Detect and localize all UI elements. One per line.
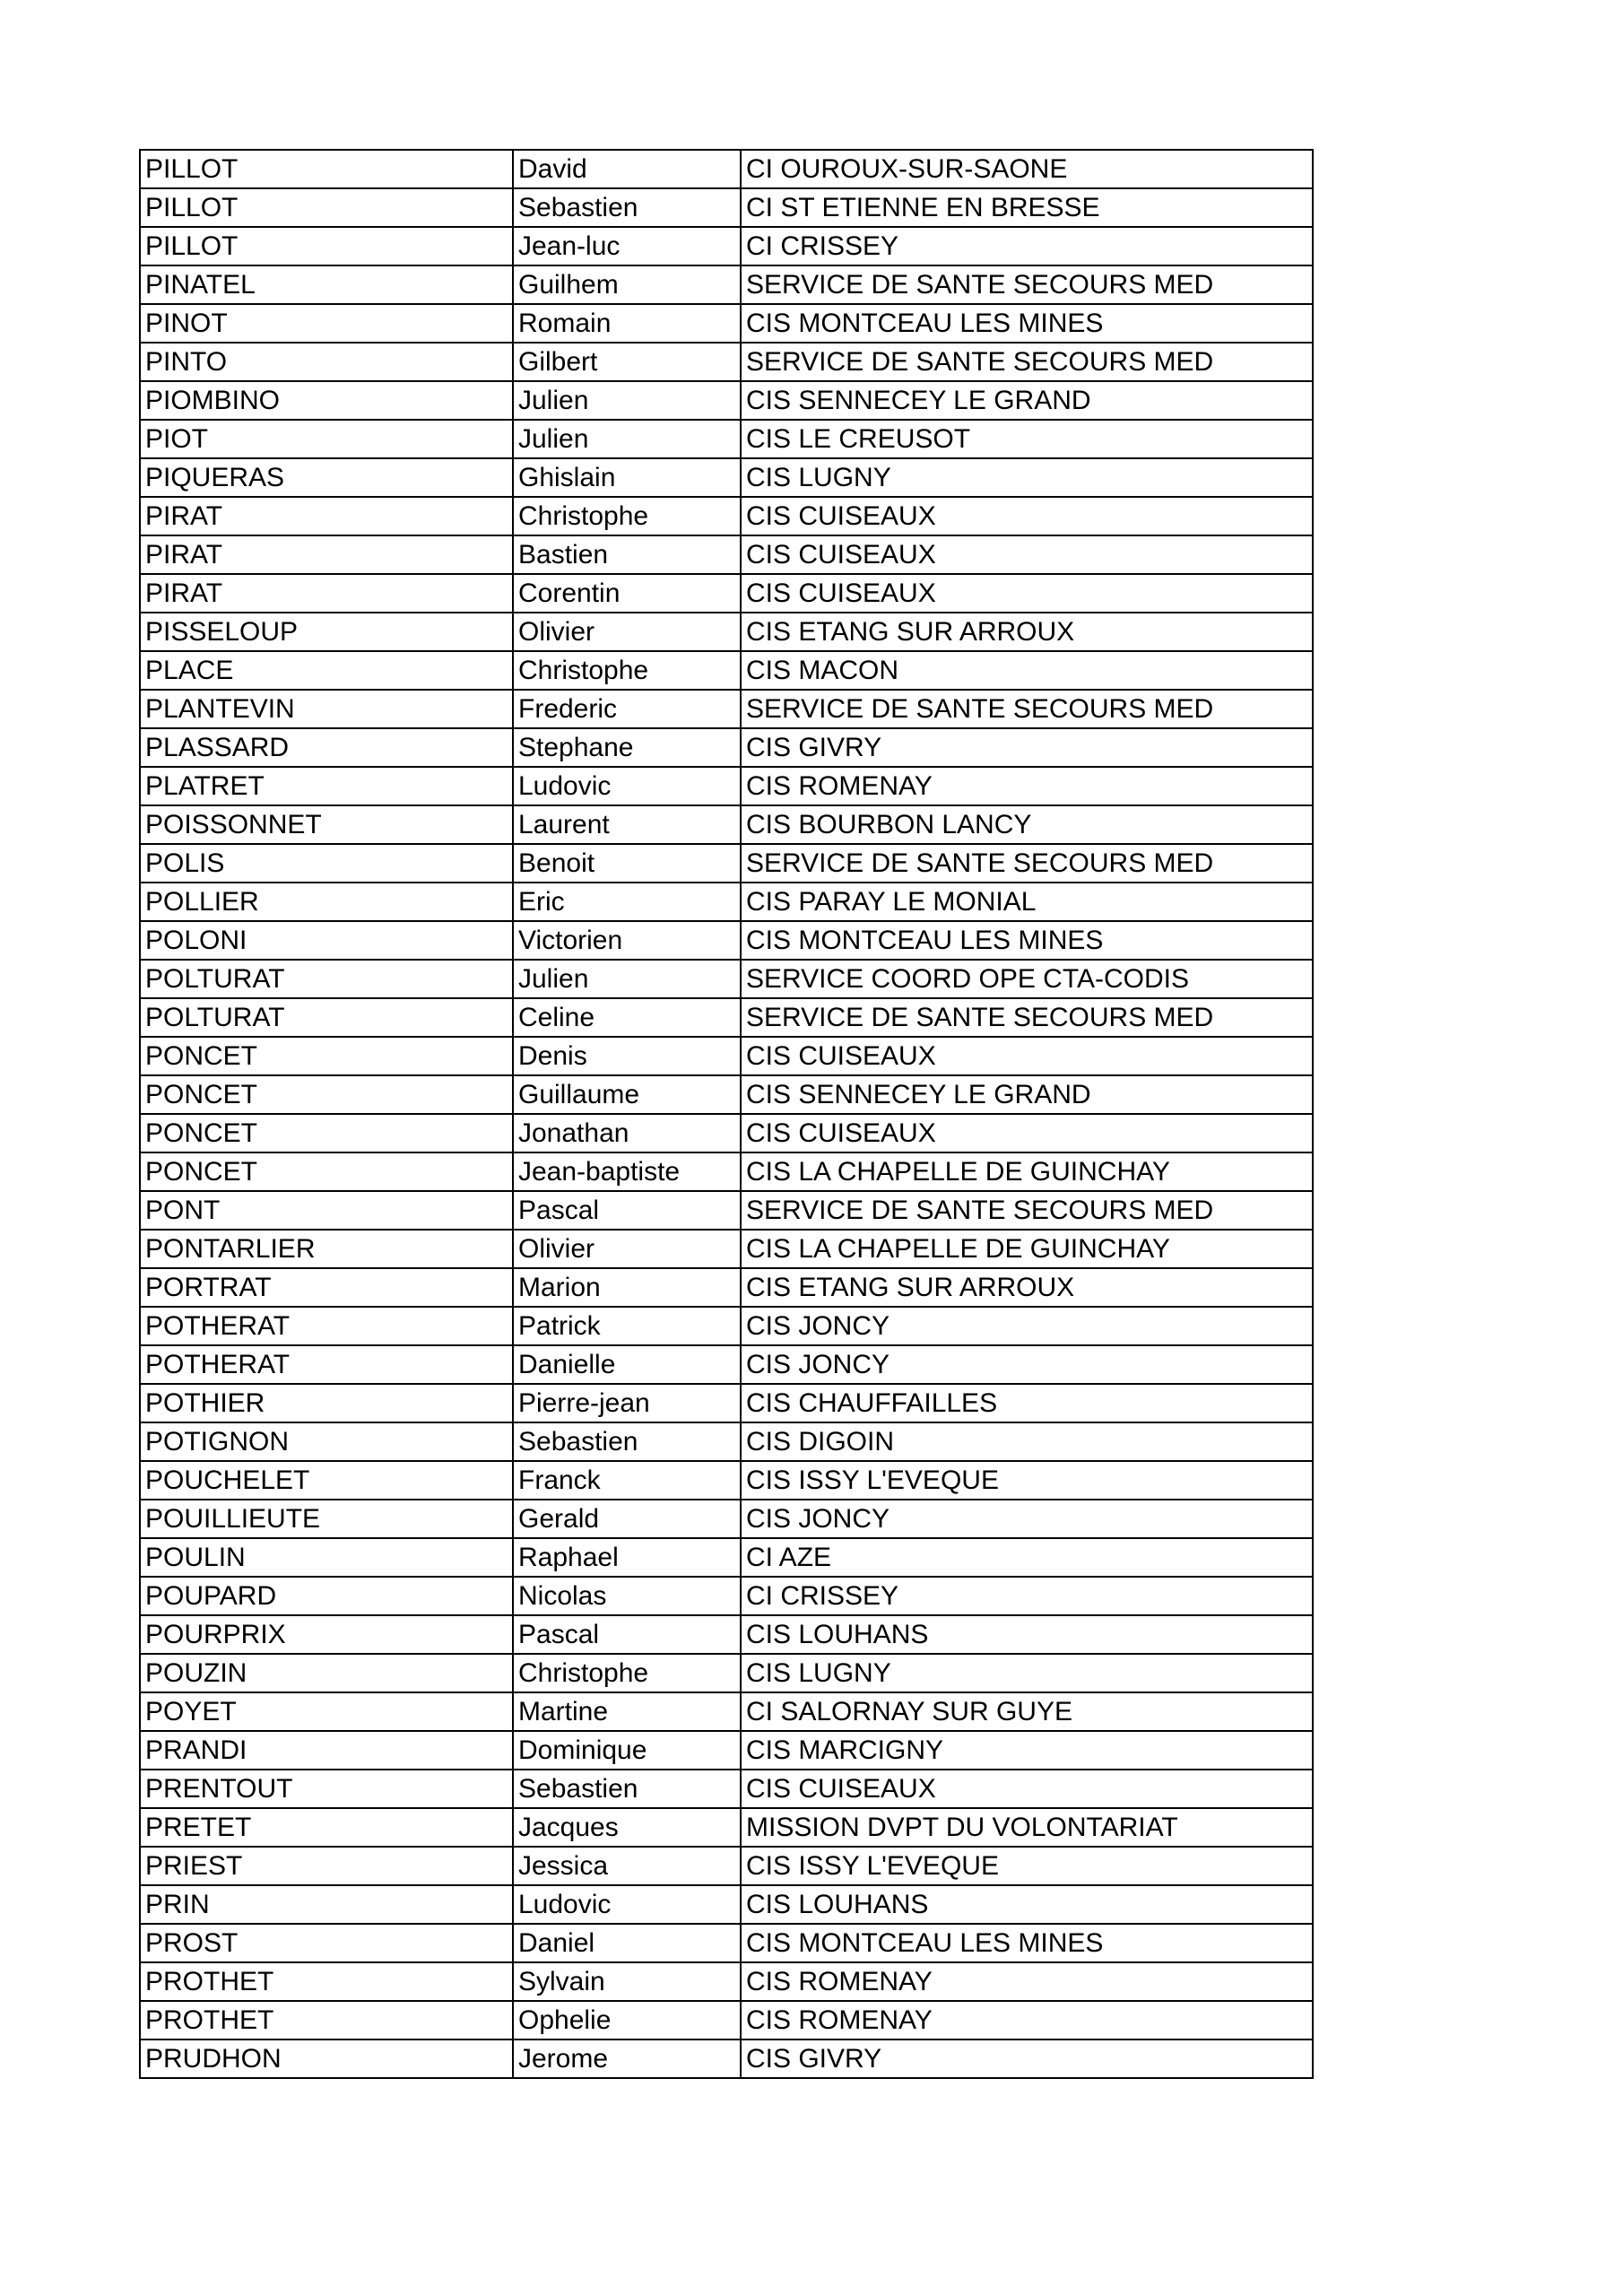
last-name-cell: PIRAT [140,574,513,613]
unit-cell: CIS ROMENAY [741,1962,1313,2001]
first-name-cell: Eric [513,883,741,921]
table-row [140,1500,1313,1538]
first-name-cell: Laurent [513,805,741,844]
unit-cell: CIS LA CHAPELLE DE GUINCHAY [741,1230,1313,1268]
last-name-cell: POLLIER [140,883,513,921]
last-name-cell: POLIS [140,844,513,883]
last-name-cell: PIOMBINO [140,381,513,420]
first-name-cell: Sylvain [513,1962,741,2001]
table-row [140,1191,1313,1230]
last-name-cell: PIQUERAS [140,458,513,497]
last-name-cell: POTHERAT [140,1307,513,1345]
unit-cell: CIS GIVRY [741,728,1313,767]
first-name-cell: Jessica [513,1847,741,1885]
unit-cell: CIS ISSY L'EVEQUE [741,1847,1313,1885]
last-name-cell: POYET [140,1692,513,1731]
table-row [140,343,1313,381]
table-row [140,1345,1313,1384]
table-row [140,1268,1313,1307]
unit-cell: CI AZE [741,1538,1313,1577]
unit-cell: CIS LUGNY [741,1654,1313,1692]
first-name-cell: Jean-luc [513,227,741,265]
last-name-cell: POUZIN [140,1654,513,1692]
last-name-cell: POULIN [140,1538,513,1577]
last-name-cell: PISSELOUP [140,613,513,651]
first-name-cell: Pierre-jean [513,1384,741,1422]
first-name-cell: Celine [513,998,741,1037]
last-name-cell: POLTURAT [140,960,513,998]
first-name-cell: Danielle [513,1345,741,1384]
first-name-cell: Corentin [513,574,741,613]
table-row [140,1384,1313,1422]
first-name-cell: Gerald [513,1500,741,1538]
first-name-cell: Julien [513,420,741,458]
first-name-cell: Ludovic [513,1885,741,1924]
table-row [140,1692,1313,1731]
last-name-cell: PINATEL [140,265,513,304]
personnel-table-body [140,150,1313,2078]
unit-cell: CIS MONTCEAU LES MINES [741,304,1313,343]
first-name-cell: Olivier [513,613,741,651]
unit-cell: CI SALORNAY SUR GUYE [741,1692,1313,1731]
unit-cell: CIS CUISEAUX [741,574,1313,613]
last-name-cell: PORTRAT [140,1268,513,1307]
table-row [140,2039,1313,2078]
table-row [140,1538,1313,1577]
last-name-cell: PONCET [140,1114,513,1152]
table-row [140,1577,1313,1615]
unit-cell: CIS JONCY [741,1500,1313,1538]
first-name-cell: Pascal [513,1191,741,1230]
first-name-cell: Franck [513,1461,741,1500]
table-row [140,381,1313,420]
last-name-cell: PRIN [140,1885,513,1924]
last-name-cell: PIOT [140,420,513,458]
first-name-cell: Sebastien [513,1422,741,1461]
table-row [140,1654,1313,1692]
unit-cell: SERVICE DE SANTE SECOURS MED [741,998,1313,1037]
unit-cell: CIS CUISEAUX [741,1037,1313,1075]
table-row [140,1307,1313,1345]
unit-cell: CIS ROMENAY [741,2001,1313,2039]
last-name-cell: PONTARLIER [140,1230,513,1268]
unit-cell: SERVICE DE SANTE SECOURS MED [741,690,1313,728]
first-name-cell: David [513,150,741,188]
first-name-cell: Pascal [513,1615,741,1654]
last-name-cell: PILLOT [140,227,513,265]
first-name-cell: Guillaume [513,1075,741,1114]
last-name-cell: PLATRET [140,767,513,805]
unit-cell: CIS MONTCEAU LES MINES [741,921,1313,960]
unit-cell: CIS LE CREUSOT [741,420,1313,458]
table-row [140,227,1313,265]
first-name-cell: Stephane [513,728,741,767]
first-name-cell: Raphael [513,1538,741,1577]
table-row [140,728,1313,767]
unit-cell: CIS LOUHANS [741,1615,1313,1654]
first-name-cell: Julien [513,381,741,420]
table-row [140,651,1313,690]
unit-cell: CIS PARAY LE MONIAL [741,883,1313,921]
table-row [140,767,1313,805]
table-row [140,265,1313,304]
first-name-cell: Daniel [513,1924,741,1962]
unit-cell: SERVICE DE SANTE SECOURS MED [741,844,1313,883]
table-row [140,921,1313,960]
first-name-cell: Gilbert [513,343,741,381]
last-name-cell: PLACE [140,651,513,690]
table-row [140,690,1313,728]
table-row [140,883,1313,921]
unit-cell: CIS CHAUFFAILLES [741,1384,1313,1422]
first-name-cell: Marion [513,1268,741,1307]
first-name-cell: Romain [513,304,741,343]
last-name-cell: PROST [140,1924,513,1962]
first-name-cell: Christophe [513,497,741,535]
unit-cell: CIS CUISEAUX [741,497,1313,535]
table-row [140,1885,1313,1924]
last-name-cell: PRIEST [140,1847,513,1885]
unit-cell: SERVICE DE SANTE SECOURS MED [741,343,1313,381]
unit-cell: CI CRISSEY [741,1577,1313,1615]
table-row [140,1731,1313,1770]
last-name-cell: POLONI [140,921,513,960]
unit-cell: SERVICE DE SANTE SECOURS MED [741,265,1313,304]
unit-cell: CIS ETANG SUR ARROUX [741,613,1313,651]
unit-cell: CIS ROMENAY [741,767,1313,805]
table-row [140,1770,1313,1808]
unit-cell: MISSION DVPT DU VOLONTARIAT [741,1808,1313,1847]
last-name-cell: PONCET [140,1152,513,1191]
last-name-cell: PLANTEVIN [140,690,513,728]
last-name-cell: PIRAT [140,497,513,535]
table-row [140,458,1313,497]
first-name-cell: Ophelie [513,2001,741,2039]
table-row [140,1152,1313,1191]
first-name-cell: Christophe [513,1654,741,1692]
last-name-cell: PILLOT [140,150,513,188]
table-row [140,1847,1313,1885]
last-name-cell: PONCET [140,1037,513,1075]
last-name-cell: PINOT [140,304,513,343]
first-name-cell: Jean-baptiste [513,1152,741,1191]
first-name-cell: Victorien [513,921,741,960]
table-row [140,1114,1313,1152]
last-name-cell: POISSONNET [140,805,513,844]
table-row [140,1230,1313,1268]
unit-cell: CI ST ETIENNE EN BRESSE [741,188,1313,227]
table-row [140,1461,1313,1500]
unit-cell: CIS ISSY L'EVEQUE [741,1461,1313,1500]
table-row [140,574,1313,613]
table-row [140,150,1313,188]
first-name-cell: Ghislain [513,458,741,497]
unit-cell: CIS BOURBON LANCY [741,805,1313,844]
first-name-cell: Bastien [513,535,741,574]
unit-cell: CIS SENNECEY LE GRAND [741,1075,1313,1114]
table-row [140,2001,1313,2039]
unit-cell: CIS CUISEAUX [741,535,1313,574]
table-row [140,1808,1313,1847]
personnel-table [139,149,1314,2079]
table-row [140,420,1313,458]
table-row [140,613,1313,651]
table-row [140,1422,1313,1461]
first-name-cell: Sebastien [513,1770,741,1808]
last-name-cell: PONT [140,1191,513,1230]
last-name-cell: PILLOT [140,188,513,227]
unit-cell: CI CRISSEY [741,227,1313,265]
first-name-cell: Denis [513,1037,741,1075]
unit-cell: CIS JONCY [741,1307,1313,1345]
unit-cell: CIS LOUHANS [741,1885,1313,1924]
first-name-cell: Jacques [513,1808,741,1847]
first-name-cell: Dominique [513,1731,741,1770]
unit-cell: CIS MACON [741,651,1313,690]
unit-cell: SERVICE COORD OPE CTA-CODIS [741,960,1313,998]
first-name-cell: Jerome [513,2039,741,2078]
unit-cell: CIS SENNECEY LE GRAND [741,381,1313,420]
last-name-cell: PROTHET [140,1962,513,2001]
unit-cell: CIS ETANG SUR ARROUX [741,1268,1313,1307]
first-name-cell: Jonathan [513,1114,741,1152]
unit-cell: CIS CUISEAUX [741,1770,1313,1808]
unit-cell: CIS GIVRY [741,2039,1313,2078]
unit-cell: CIS MARCIGNY [741,1731,1313,1770]
table-row [140,805,1313,844]
last-name-cell: POLTURAT [140,998,513,1037]
last-name-cell: PRETET [140,1808,513,1847]
last-name-cell: POUPARD [140,1577,513,1615]
unit-cell: SERVICE DE SANTE SECOURS MED [741,1191,1313,1230]
unit-cell: CIS MONTCEAU LES MINES [741,1924,1313,1962]
first-name-cell: Patrick [513,1307,741,1345]
unit-cell: CIS DIGOIN [741,1422,1313,1461]
last-name-cell: PIRAT [140,535,513,574]
first-name-cell: Olivier [513,1230,741,1268]
last-name-cell: POTHERAT [140,1345,513,1384]
first-name-cell: Frederic [513,690,741,728]
table-row [140,304,1313,343]
last-name-cell: POURPRIX [140,1615,513,1654]
last-name-cell: POTHIER [140,1384,513,1422]
first-name-cell: Guilhem [513,265,741,304]
last-name-cell: POUILLIEUTE [140,1500,513,1538]
table-row [140,188,1313,227]
table-row [140,535,1313,574]
last-name-cell: PRUDHON [140,2039,513,2078]
table-row [140,497,1313,535]
last-name-cell: POUCHELET [140,1461,513,1500]
last-name-cell: PONCET [140,1075,513,1114]
table-row [140,1037,1313,1075]
last-name-cell: PRENTOUT [140,1770,513,1808]
table-row [140,1075,1313,1114]
table-row [140,844,1313,883]
first-name-cell: Ludovic [513,767,741,805]
first-name-cell: Sebastien [513,188,741,227]
last-name-cell: POTIGNON [140,1422,513,1461]
last-name-cell: PROTHET [140,2001,513,2039]
first-name-cell: Christophe [513,651,741,690]
last-name-cell: PRANDI [140,1731,513,1770]
first-name-cell: Julien [513,960,741,998]
table-row [140,960,1313,998]
last-name-cell: PINTO [140,343,513,381]
unit-cell: CIS CUISEAUX [741,1114,1313,1152]
last-name-cell: PLASSARD [140,728,513,767]
table-row [140,1924,1313,1962]
unit-cell: CIS LUGNY [741,458,1313,497]
first-name-cell: Benoit [513,844,741,883]
table-row [140,1962,1313,2001]
unit-cell: CI OUROUX-SUR-SAONE [741,150,1313,188]
first-name-cell: Martine [513,1692,741,1731]
table-row [140,1615,1313,1654]
table-row [140,998,1313,1037]
first-name-cell: Nicolas [513,1577,741,1615]
unit-cell: CIS LA CHAPELLE DE GUINCHAY [741,1152,1313,1191]
unit-cell: CIS JONCY [741,1345,1313,1384]
